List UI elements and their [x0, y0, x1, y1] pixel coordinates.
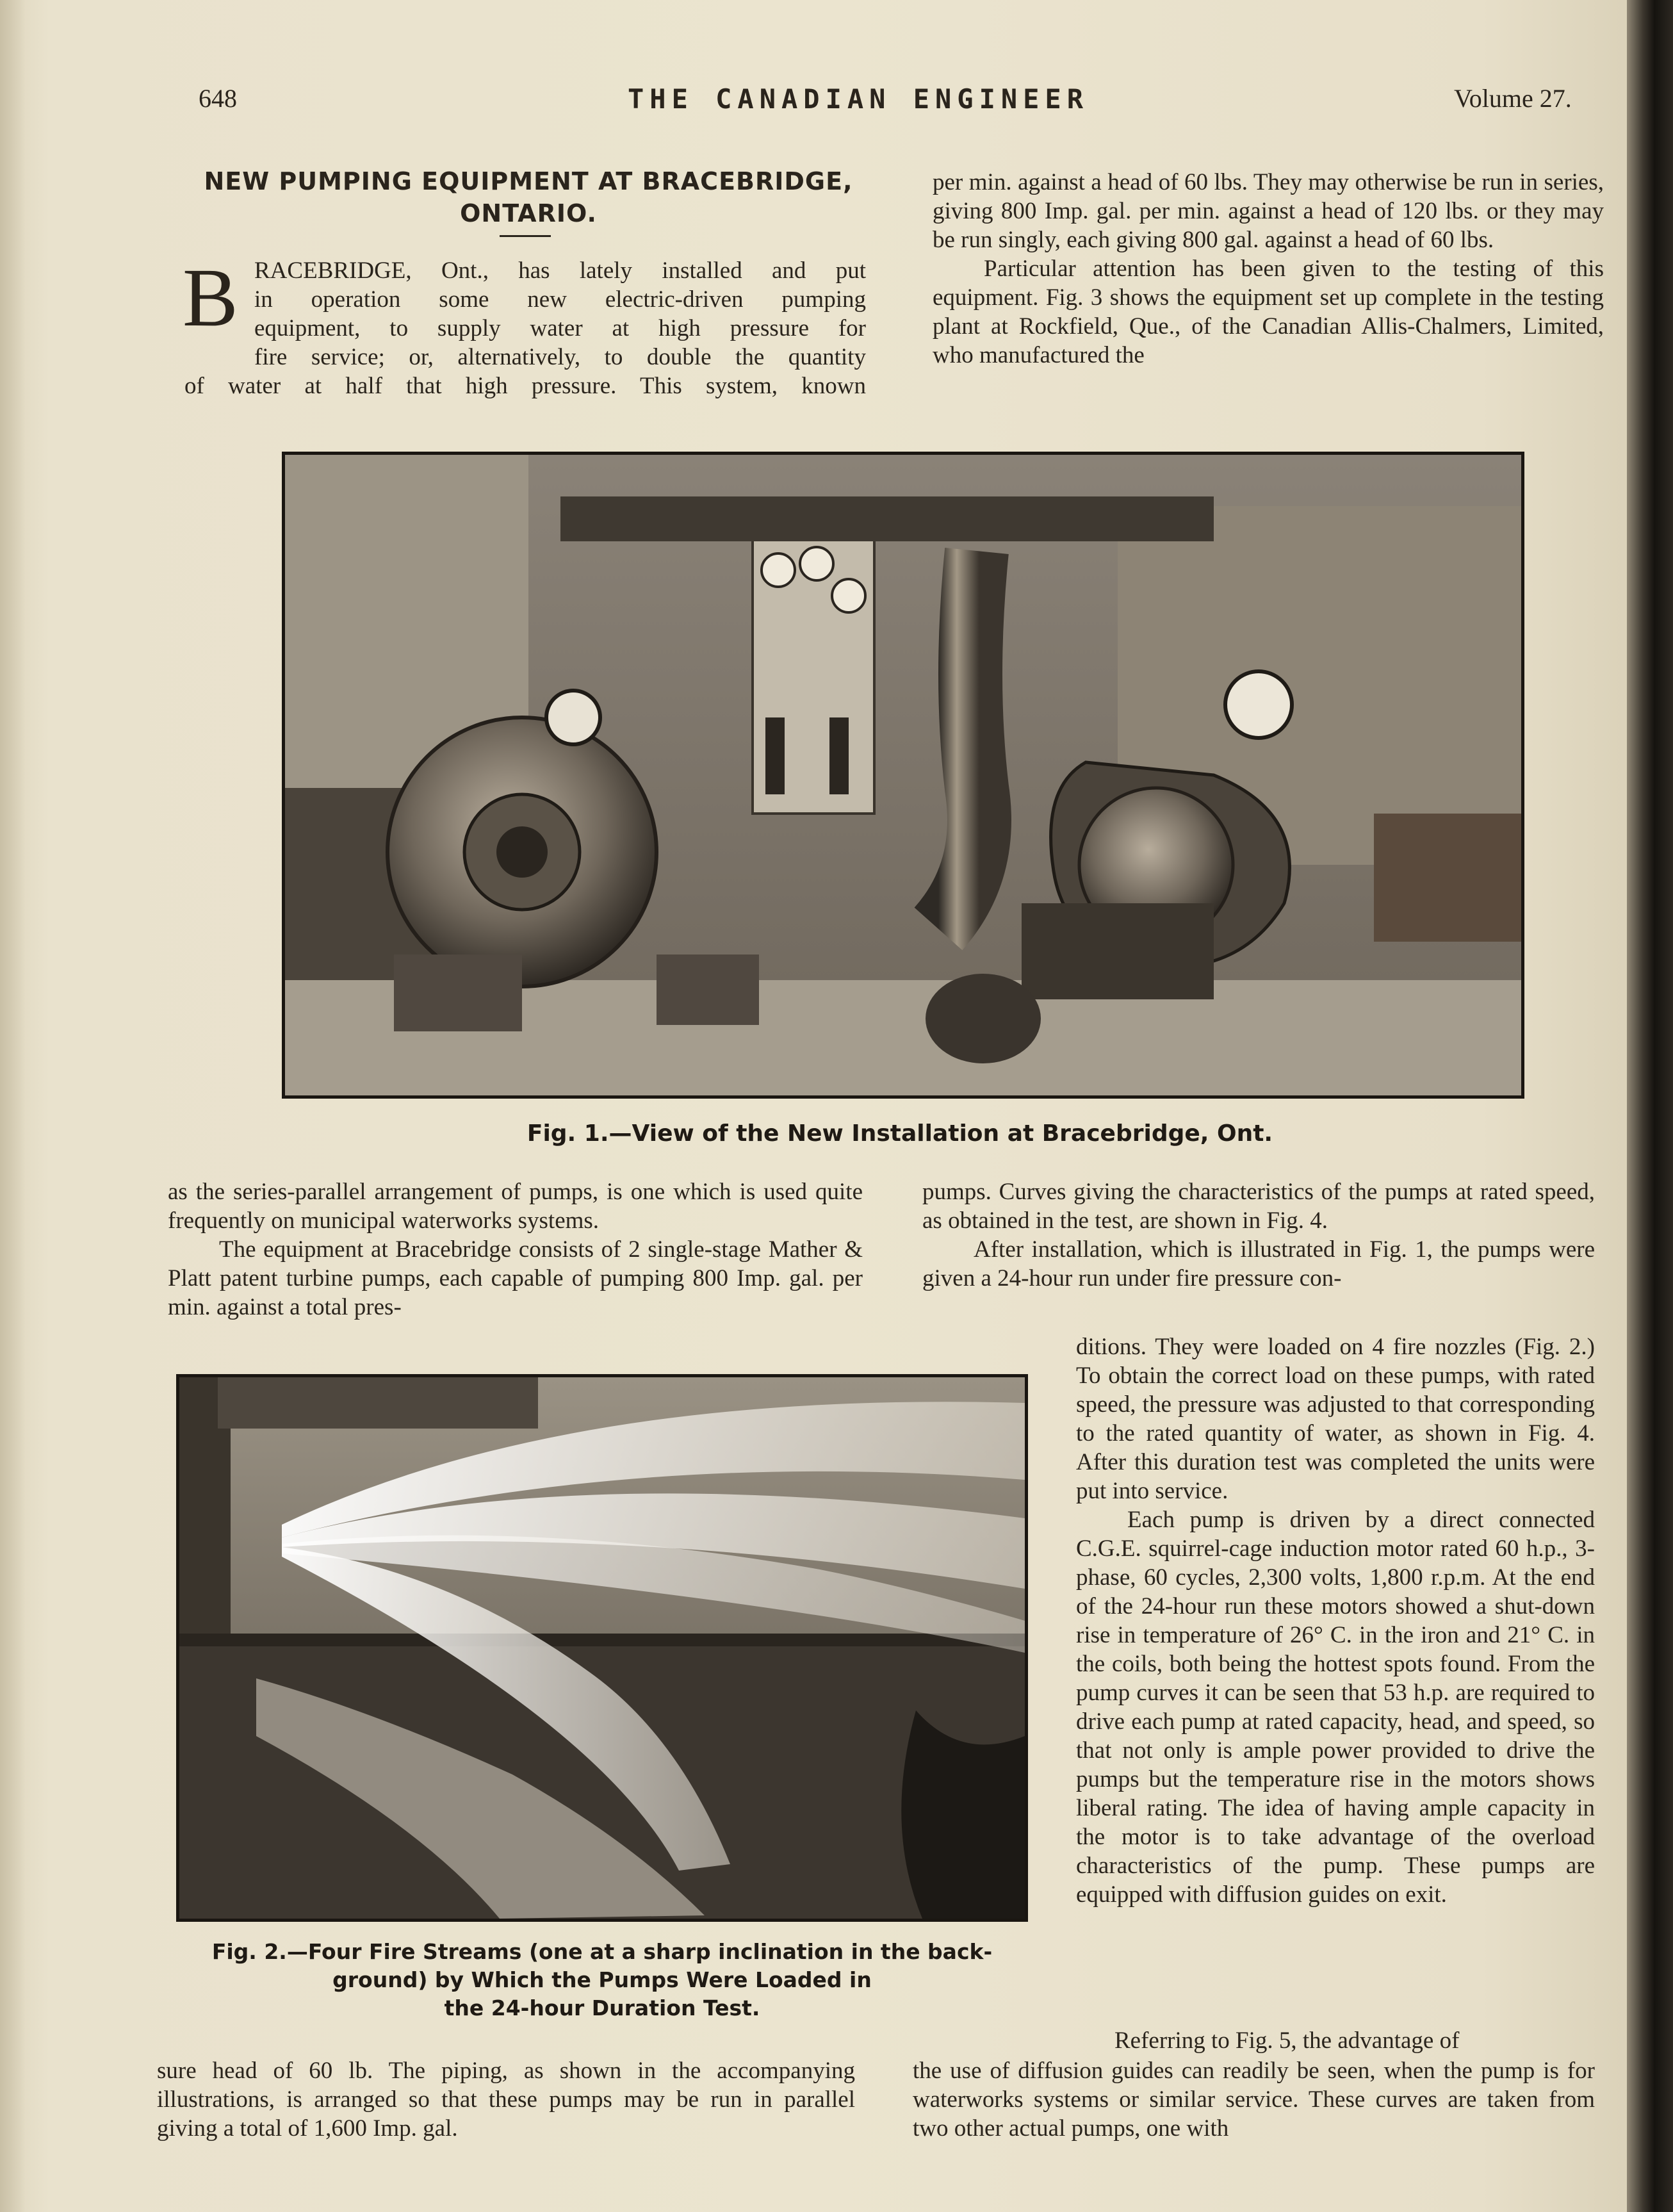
fig1-caption: Fig. 1.—View of the New Installation at Bracebridge, Ont. [526, 1120, 1273, 1147]
col1-bottom: sure head of 60 lb. The piping, as shown in the accompanying illustrations, is arranged so that these pumps may be run in parallel giving a total of 1,600 Imp. gal. [157, 2058, 855, 2142]
col2-narrow [1076, 1332, 1595, 1909]
running-header [0, 83, 1627, 122]
intro-line-full: of water at half that high pressure. This system, known [184, 373, 866, 399]
intro-line: in operation some new electric-driven pumping [254, 286, 866, 313]
paragraph: pumps. Curves giving the characteristics of the pumps at rated speed, as obtained in the test, are shown in Fig. 4. [922, 1179, 1595, 1234]
article-title: NEW PUMPING EQUIPMENT AT BRACEBRIDGE, ONTARIO. [204, 167, 853, 227]
intro-line: equipment, to supply water at high pressure for [254, 315, 866, 341]
col2-mid [922, 1177, 1595, 1293]
paragraph: Each pump is driven by a direct connected C.G.E. squirrel-cage induction motor rated 60 h.p., 3-phase, 60 cycles, 2,300 volts, 1,800 r.p.m. At the end of the 24-hour run these motors showed a shut-down rise in temperature of 26° C. in the iron and 21° C. in the coils, both being the hottest spots found. From the pump curves it can be seen that 53 h.p. are required to drive each pump at rated capacity, head, and speed, so that not only is ample power provided to drive the pumps but the temperature rise in the motors shows liberal rating. The idea of having ample capacity in the motor is to take advantage of the overload characteristics of the pump. These pumps are equipped with diffusion guides on exit. [1076, 1507, 1595, 1908]
fig2-photo [176, 1374, 1028, 1922]
page-edge-shadow [0, 0, 26, 2212]
drop-cap: B [183, 252, 238, 344]
fire-streams-illustration [179, 1377, 1025, 1919]
fig1-photo [282, 452, 1524, 1099]
journal-title: THE CANADIAN ENGINEER [628, 83, 1089, 115]
paragraph: per min. against a head of 60 lbs. They may otherwise be run in series, giving 800 Imp. gal. per min. against a head of 120 lbs. or they may be run singly, each giving 800 gal. against a head of 60 lbs. [933, 169, 1604, 253]
title-rule [500, 235, 551, 237]
col2-top [933, 168, 1604, 370]
fig2-caption [176, 1938, 1028, 2022]
paragraph: as the series-parallel arrangement of pumps, is one which is used quite frequently on municipal waterworks systems. [168, 1179, 863, 1234]
paragraph: The equipment at Bracebridge consists of 2 single-stage Mather & Platt patent turbine pumps, each capable of pumping 800 Imp. gal. per min. against a total pres- [168, 1236, 863, 1320]
col2-narrow-last: Referring to Fig. 5, the advantage of [1114, 2028, 1460, 2054]
fig2-caption-line: Fig. 2.—Four Fire Streams (one at a sharp inclination in the back- [211, 1939, 993, 1964]
intro-line: RACEBRIDGE, Ont., has lately installed and put [254, 258, 866, 284]
pump-room-illustration [285, 455, 1521, 1095]
intro-line: fire service; or, alternatively, to double the quantity [254, 344, 866, 370]
intro-lines-indented [254, 256, 866, 372]
book-binding [1627, 0, 1673, 2212]
paragraph: After installation, which is illustrated in Fig. 1, the pumps were given a 24-hour run under fire pressure con- [922, 1236, 1595, 1291]
page-number: 648 [199, 84, 237, 113]
fig2-caption-line: ground) by Which the Pumps Were Loaded in [332, 1967, 872, 1992]
col1-mid [168, 1177, 863, 1322]
col2-bottom: the use of diffusion guides can readily be seen, when the pump is for waterworks systems or similar service. These curves are taken from two other actual pumps, one with [913, 2058, 1595, 2142]
paragraph: Particular attention has been given to the testing of this equipment. Fig. 3 shows the equipment set up complete in the testing plant at Rockfield, Que., of the Canadian Allis-Chalmers, Limited, who manufactured the [933, 256, 1604, 368]
fig2-caption-line: the 24-hour Duration Test. [444, 1995, 760, 2020]
paragraph: ditions. They were loaded on 4 fire nozzles (Fig. 2.) To obtain the correct load on these pumps, with rated speed, the pressure was adjusted to that corresponding to the rated quantity of water, as shown in Fig. 4. After this duration test was completed the units were put into service. [1076, 1334, 1595, 1504]
volume-label: Volume 27. [1454, 84, 1572, 113]
